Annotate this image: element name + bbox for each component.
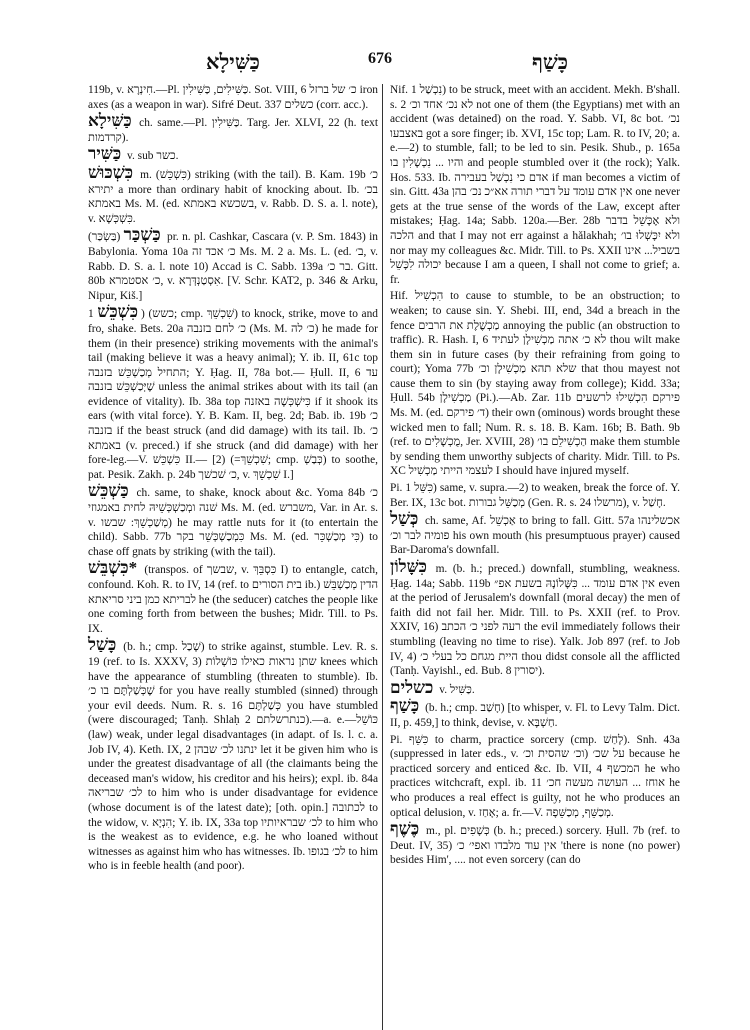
page-number: 676 [368, 50, 392, 67]
right-column [390, 83, 680, 870]
entry-headword: כֶּשֶׁף [390, 819, 420, 839]
left-column [88, 83, 378, 876]
dictionary-entry [390, 509, 680, 558]
right-guide-word: כָּשַׁף [531, 50, 568, 74]
entry-text: v. sub כשר. [127, 150, 179, 163]
entry-headword: כשלים [390, 677, 434, 697]
entry-text: (b. h.; cmp. חָשַׁב) [to whisper, v. Fl. to Levy Talm. Dict. II, p. 459,] to think, devise, v. חַשְׁבָּא. [390, 702, 680, 729]
entry-headword: כָּשַׁף [390, 696, 420, 716]
dictionary-entry [88, 83, 378, 112]
entry-text: Pi. כִּשֵּׁל 1) same, v. supra.—2) to weaken, break the force of. Y. Ber. IX, 13c bot. מְכַשֵּׁל גבורות (Gen. R. s. 24 מרשלו), v. חָשַׁל. [390, 482, 680, 509]
dictionary-entry [390, 677, 680, 698]
entry-headword: כָּשַׁל [88, 635, 117, 655]
entry-text: ch. same.—Pl. כַּשִּׁילִין. Targ. Jer. XLVI, 22 (h. text קרדמות). [88, 117, 378, 144]
entry-text: 119b, v. חִינְרָא.—Pl. כַּשִּׁילִים, כַּשִּׁילִין. Sot. VIII, 6 כ׳ של ברזל iron axes (as a weapon in war). Sifré Deut. 337 כשלים (corr. acc.). [88, 84, 378, 111]
left-guide-word: כַּשִּׁילָא [206, 50, 260, 74]
dictionary-entry [390, 289, 680, 479]
entry-text: (בַּשְׂכַּר) pr. n. pl. Cashkar, Cascara (v. P. Sm. 1843) in Babylonia. Yoma 10a כ׳ אכד זה Ms. M. 2 a. Ms. L. (ed. ב׳, v. Rabb. D. S. a. l. note 10) Accad is C. Sabb. 139a בר כ׳. Gitt. 80b כ׳ אסטמרא, v. אִסְטַנְדְּרָא. [V. Schr. KAT2, p. 346 & Arku, Nipur, Kiš.] [88, 231, 378, 302]
dictionary-entry [88, 111, 378, 145]
entry-headword: כַּשִּׁיר [88, 144, 122, 164]
entry-headword: כַּשְׁכֵּשׁ [88, 481, 129, 501]
entry-headword: כִּשְׁכּוּשׁ [88, 162, 134, 182]
entry-text: ch. same, to shake, knock about &c. Yoma 84b כ׳ שׁנה ומְכַשְׁכְּשֵׁיהּ לחית באמגוזי Ms. M. (ed. משברש, Var. in Ar. s. v. מְשַׁכְשֵׁךְ: שבשו) he may rattle nuts for it (to entertain the child). Sabb. 77b כִּמְכַשְׁכְּשֵׁר בקר Ms. M. (ed. כִּי מְכַשְׁכֵּר) to chase off gnats by striking (with the tail). [88, 487, 379, 558]
dictionary-entry [390, 481, 680, 510]
entry-headword: כִּשָּׁלוֹן [390, 557, 427, 576]
dictionary-entry [88, 302, 379, 482]
dictionary-entry [390, 83, 680, 287]
entry-text: (b. h.; cmp. שָׁכַל) to strike against, stumble. Lev. R. s. 19 (ref. to Is. XXXV, 3) שתן נראות כאילו כּוֹשְׁלוֹת knees which have the appearance of stumbling (threaten to stumble). Ib. שֶׁכְּשַׁלְתֶּם בו כ׳ for you have really stumbled (sinned) through your evil deeds. Num. R. s. 16 כְּשַׁלְתֶּם you have stumbled (were discouraged; Tanḥ. Shlaḥ 2 כנתרשלתם).—a. e.—כּוֹשֵׁל (law) weak, under legal disadvantages (in adapt. of Is. l. c. a. Job IV, 4). Keth. IX, 2 ינתנו לכ׳ שבהן let it be given him who is under the greatest disadvantage of all (the claimants being the deceased man's widow, his creditor and his heirs); expl. ib. 84a לכ׳ שבריאה to him who is under disadvantage for evidence (whose document is of the latest date); [oth. opin.] לכתובה to the widow, v. הִנְיָא; Y. ib. IX, 33a top לכ׳ שבראיותיו to him who is the weakest as to evidence, e.g. he who loaned without witnesses as against him who has witnesses. Ib. לכ׳ בגופו to him who is in feeble health (and poor). [88, 641, 379, 873]
dictionary-entry [88, 225, 378, 303]
entry-text: Nif. נִכְשַׁל 1) to be struck, meet with an accident. Mekh. B'shall. s. 2 לא נכ׳ אחד וכ׳ not one of them (the Egyptians) met with an accident (was detained) on the road. Y. Sabb. VI, 8c bot. נכ׳ באצבעו got a sore finger; ib. XVI, 15c top; Lam. R. to IV, 20; a. e.—2) to stumble, fall; to be led to sin. Pesik. Shub., p. 165a והיו ... נִכְשָׁלִין בו and people stumbled over it (the rock); Yalk. Hos. 533. Ib. אדם כי נִכְשַׁל בעבירה if man becomes a victim of sin. Gitt. 43a אין אדם עומד על דברי תורה אא״כ נכ׳ בהן one never gets at the true sense of the words of the Law, except after mistakes; Ḥag. 14a; Sabb. 120a.—Ber. 28b ולא אֶכָּשֵׁל בדבר הלכה and that I may not err against a hǎlakhah; ולא יִכָּשְׁלוּ בו׳ nor may my colleagues &c. Midr. Till. to Ps. XXII בשביל... אינו יכולה לִכָּשֵׁל because I am a queen, I shall not come to grief; a. fr. [390, 84, 681, 286]
dictionary-entry [390, 696, 680, 730]
entry-text: Hif. הִכְשִׁיל to cause to stumble, to be an obstruction; to weaken; to cause sin. Y. Shebi. III, end, 34d a breach in the fence מַכְשֶׁלֶת את הרבים annoying the public (an obstruction to traffic). R. Hash. I, 6 לא כ׳ אתה מַכְשִׁילָן לעתיד thou wilt make them sin in future cases (by their refraining from going to court); Yoma 77b שלא תהא מַכְשִׁילָן וכ׳ that thou mayest not cause them to sin (by staying away from college); Kidd. 33a; Ḥull. 54b מַכְשִׁילָן (Pi.).—Ab. Zar. 11b פירקם הִכְשִׁילוּ לרשעים Ms. M. (ed. ד׳ פירקם) their own (ominous) words brought these wicked men to fall; Num. R. s. 18. B. Kam. 16b; B. Bath. 9b (ref. to מֻכְשָׁלִים, Jer. XVIII, 28) הַכְשִׁילֵם בו׳ make them stumble by sending them unworthy subjects of charity. Midr. Till. to Ps. XC לעצמי הייתי מַכְשִׁיל I should have injured myself. [390, 290, 680, 478]
dictionary-entry [88, 635, 379, 874]
entry-text: ch. same, Af. אַכְשֵׁל to bring to fall. Gitt. 57a אכשלינהו פומיה לבר וכ׳ his own mouth (his presumptuous prayer) caused Bar-Daroma's downfall. [390, 515, 680, 557]
entry-text: Pi. כִּשֵּׁף to charm, practice sorcery (cmp. לָחַשׁ). Snh. 43a (suppressed in later eds., v. וכ׳ שהסית וכ׳) על שכ׳ because he practiced sorcery and enticed &c. Ib. VII, 4 המכשף he who practices witchcraft, expl. ib. 11 אוחז ... העושה מעשה חכ׳ he who produces a real effect is guilty, not he who produces an optical delusion, v. אָחַז; a. fr.—V. מְכַשֵּׁף, מְכַשֵּׁפָה. [390, 733, 680, 819]
dictionary-entry [88, 558, 378, 636]
page-header [88, 40, 678, 74]
dictionary-entry [390, 733, 680, 821]
column-divider [382, 84, 383, 1030]
entry-text: v. כַּשִּׁיל. [439, 683, 475, 696]
entry-text: (transpos. of שבשך, v. כִּסְבֵּךְ I) to entangle, catch, confound. Koh. R. to IV, 14 (ref. to בית הסורים ib.) הדין מְכַשְׁבֵּשׁ לבריתא כמן ביני סריאתא he (the seducer) catches the people like one coming forth from between the bushes; Midr. Till. to Ps. IX. [88, 564, 378, 635]
entry-text: m. (כִּשְׁכֵּשׁ) striking (with the tail). B. Kam. 19b כ׳ יתירא a more than ordinary habit of knocking about. Ib. בכ׳ באמתא Ms. M. (ed. בשכשא באמתא, v. Rabb. D. S. a. l. note), v. כִּשְׁכְּשָׁא. [88, 168, 379, 225]
entry-text: m., pl. כְּשָׁפִים (b. h.; preced.) sorcery. Ḥull. 7b (ref. to Deut. IV, 35) אין עוד מלבדו ואפי׳ כ׳ 'there is none (no power) besides Him', .... not even sorcery (can do [390, 825, 681, 867]
entry-headword: כַּשְׁכַּר [123, 225, 161, 245]
entry-headword: כַּשִּׁילָא [88, 111, 132, 131]
entry-text: m. (b. h.; preced.) downfall, stumbling, weakness. Ḥag. 14a; Sabb. 119b אין אדם עומד ... כִּשָּׁלוֹנָהּ בשעת אפ״ even at the period of Jerusalem's downfall (moral decay) the men of faith did not fail her. Midr. Till. to Ps. XXII (ref. to Prov. XXIV, 16) רעה לפני כ׳ הכתב the evil immediately follows their stumbling (leaving no time to rise). Yalk. Job 897 (ref. to Job IV, 4) היית מגחם כל בעלי כ׳ thou didst console all the afflicted (Tanḥ. Vayishl., ed. Bub. 8 יסורין). [390, 563, 680, 678]
dictionary-entry [88, 481, 379, 559]
entry-headword: *כִּשְׁבֵּשׁ [88, 558, 138, 578]
dictionary-entry [390, 557, 680, 679]
dictionary-entry [88, 162, 379, 226]
dictionary-entry [390, 819, 681, 868]
entry-headword: כְּשַׁל [390, 509, 419, 529]
entry-headword: כִּשְׁכֵּשׁ [97, 302, 139, 322]
dictionary-entry [88, 144, 378, 164]
entry-text: 1) (כשש; cmp. שִׁכְשֵׁךְ) to knock, strike, move to and fro, shake. Bets. 20a כ׳ לחם בזנבה (Ms. M. כ׳ לה) he made for them (in their presence) striking movements with the animal's tail (making believe it was a heavy animal); Y. ib. II, 61c top התחיל מְכַשְׁכֵּשׁ בזנבה; Y. Ḥag. II, 78a bot.— Ḥull. II, 6 עד שֶׁיְּכַשְׁכֵּשׁ בזנבה unless the animal strikes about with its tail (an evidence of vitality). Ib. 38a top כִּישְׁכְּשָׁה באזנה if it shook its ears (with vital force). Y. B. Kam. II, beg. 2d; Bab. ib. 19b כ׳ בזנבה if the beast struck (and did damage) with its tail. Ib. כ׳ באמתא (v. preced.) if she struck (and did damage) with her fore-leg.—V. כִּשְׁכֵּשׁ II.— [2) (=שִׁכְשֵׁךְ; cmp. כְּבַשְׁ) to soothe, pat. Pesik. Zakh. p. 24b כ׳ שׁכשׁך, v. שִׁכְשֵׁךְ I.] [88, 308, 379, 481]
